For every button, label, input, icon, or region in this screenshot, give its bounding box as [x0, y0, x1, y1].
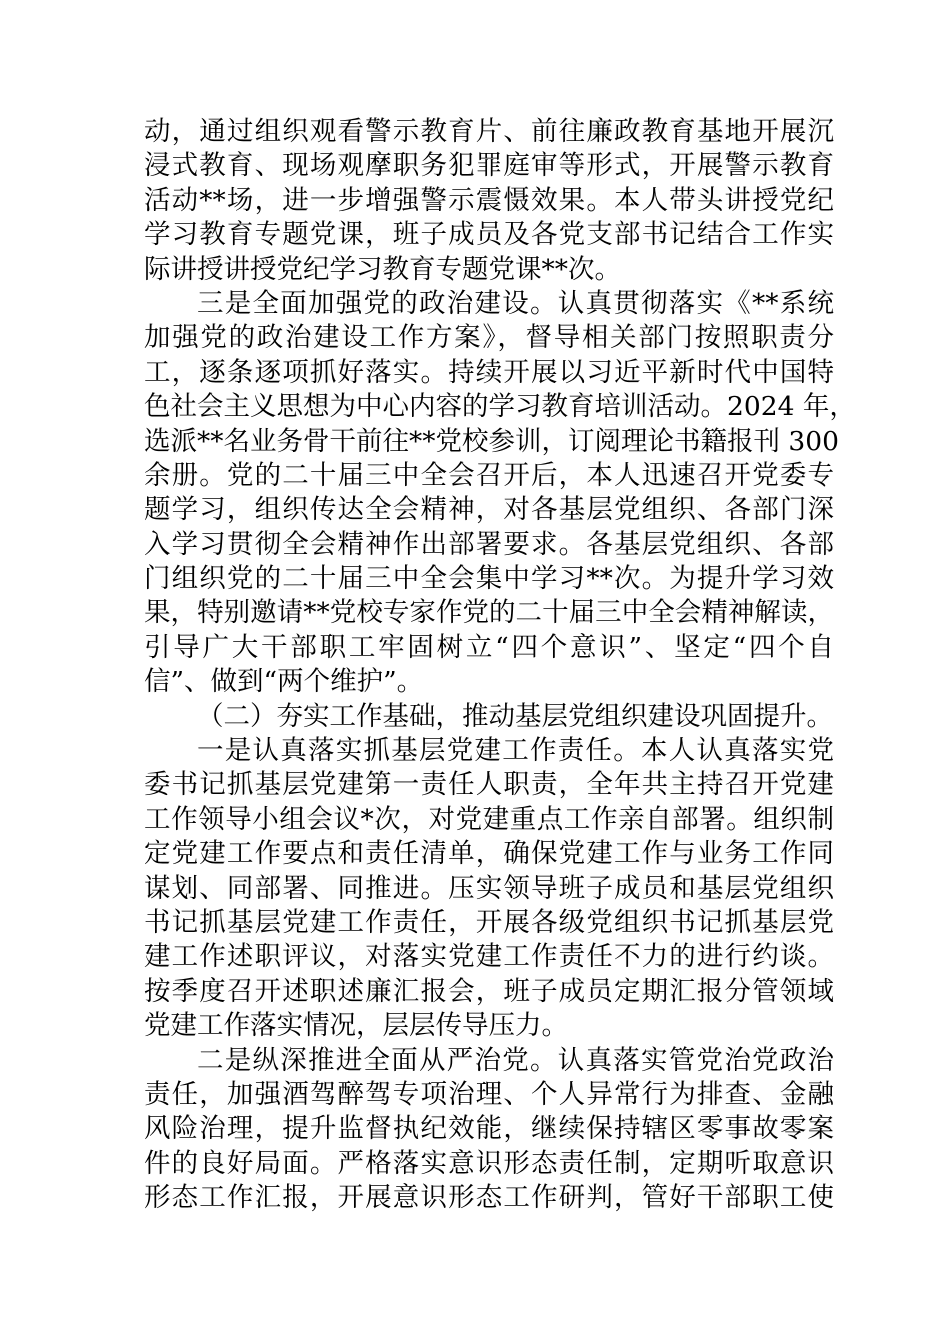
text-line: 一是认真落实抓基层党建工作责任。本人认真落实党: [197, 735, 834, 767]
text-line: 动，通过组织观看警示教育片、前往廉政教育基地开展沉: [144, 116, 834, 147]
paragraph: [144, 1044, 834, 1216]
text-line: 加强党的政治建设工作方案》，督导相关部门按照职责分: [144, 322, 834, 354]
text-line: 建工作述职评议，对落实党建工作责任不力的进行约谈。: [144, 941, 834, 973]
text-line: 引导广大干部职工牢固树立“四个意识”、坚定“四个自: [144, 631, 834, 663]
text-line: 果，特别邀请**党校专家作党的二十届三中全会精神解读，: [144, 597, 834, 629]
text-line: 入学习贯彻全会精神作出部署要求。各基层党组织、各部: [144, 528, 834, 560]
text-line: 定党建工作要点和责任清单，确保党建工作与业务工作同: [144, 838, 834, 870]
text-line: 信”、做到“两个维护”。: [144, 666, 424, 698]
section-heading: [144, 700, 834, 734]
text-line: 按季度召开述职述廉汇报会，班子成员定期汇报分管领域: [144, 975, 834, 1007]
text-line: 二是纵深推进全面从严治党。认真落实管党治党政治: [197, 1044, 834, 1076]
text-line: 门组织党的二十届三中全会集中学习**次。为提升学习效: [144, 563, 834, 595]
text-line: 余册。党的二十届三中全会召开后，本人迅速召开党委专: [144, 459, 834, 491]
text-line: 学习教育专题党课，班子成员及各党支部书记结合工作实: [144, 219, 834, 251]
text-line: 件的良好局面。严格落实意识形态责任制，定期听取意识: [144, 1147, 834, 1179]
text-line: 党建工作落实情况，层层传导压力。: [144, 1010, 568, 1042]
text-line: 工，逐条逐项抓好落实。持续开展以习近平新时代中国特: [144, 356, 834, 388]
text-line: 际讲授讲授党纪学习教育专题党课**次。: [144, 253, 621, 285]
text-line: 风险治理，提升监督执纪效能，继续保持辖区零事故零案: [144, 1113, 834, 1145]
paragraph: [144, 115, 834, 287]
text-line: 谋划、同部署、同推进。压实领导班子成员和基层党组织: [144, 872, 834, 904]
text-line: 三是全面加强党的政治建设。认真贯彻落实《**系统: [197, 287, 834, 319]
text-line: 工作领导小组会议*次，对党建重点工作亲自部署。组织制: [144, 803, 834, 835]
text-line: 活动**场，进一步增强警示震慑效果。本人带头讲授党纪: [144, 184, 834, 216]
text-line: 责任，加强酒驾醉驾专项治理、个人异常行为排查、金融: [144, 1078, 834, 1110]
text-line: 形态工作汇报，开展意识形态工作研判，管好干部职工使: [144, 1182, 834, 1214]
text-line: 书记抓基层党建工作责任，开展各级党组织书记抓基层党: [144, 906, 834, 938]
text-line: 选派**名业务骨干前往**党校参训，订阅理论书籍报刊 300: [144, 425, 840, 457]
text-line: 委书记抓基层党建第一责任人职责，全年共主持召开党建: [144, 769, 834, 801]
text-line: 浸式教育、现场观摩职务犯罪庭审等形式，开展警示教育: [144, 150, 834, 182]
paragraph: [144, 734, 834, 1044]
text-line: 色社会主义思想为中心内容的学习教育培训活动。2024 年，: [144, 391, 856, 423]
document-page: [144, 115, 856, 1216]
section-heading-text: （二）夯实工作基础，推动基层党组织建设巩固提升。: [197, 700, 833, 732]
text-line: 题学习，组织传达全会精神，对各基层党组织、各部门深: [144, 494, 834, 526]
paragraph: [144, 287, 856, 700]
